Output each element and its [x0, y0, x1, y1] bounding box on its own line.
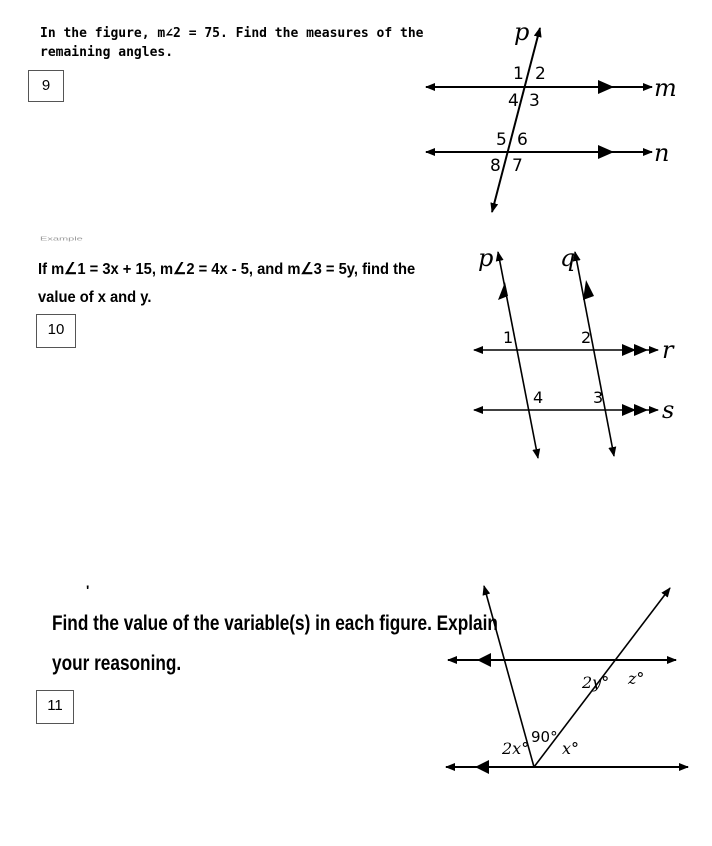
- angle-8-label: 8: [490, 156, 501, 176]
- angle-2x-label: 2x°: [502, 739, 530, 758]
- label-p-10: p: [478, 244, 494, 272]
- angle-3-label-10: 3: [593, 388, 604, 407]
- problem-10-line-1: If m∠1 = 3x + 15, m∠2 = 4x - 5, and m∠3 = 5y, find the: [38, 261, 416, 278]
- parallel-mark-n: [598, 145, 614, 159]
- problem-10-number-box: 10: [36, 314, 76, 348]
- faint-example-label: Example: [40, 236, 83, 242]
- angle-x-label: x°: [562, 739, 580, 758]
- stray-tick-mark: ': [86, 582, 90, 598]
- parallel-mark-r-2: [634, 344, 648, 356]
- problem-9-number-box: 9: [28, 70, 64, 102]
- figure-11: [446, 586, 688, 774]
- parallel-mark-m: [598, 80, 614, 94]
- parallel-mark-r-1: [622, 344, 636, 356]
- problem-10-line-2: value of x and y.: [38, 289, 152, 306]
- angle-90-label: 90°: [531, 728, 558, 746]
- problem-11-line-2: your reasoning.: [52, 652, 182, 675]
- label-q-10: q: [560, 244, 576, 272]
- transversal-q-10: [575, 252, 614, 456]
- parallel-mark-s-2: [634, 404, 648, 416]
- angle-1-label-10: 1: [503, 328, 514, 347]
- parallel-mark-lower: [475, 760, 489, 774]
- problem-9-line-2: remaining angles.: [40, 45, 174, 60]
- problem-11-line-1: Find the value of the variable(s) in each figure. Explain: [52, 612, 498, 635]
- angle-4-label-10: 4: [533, 388, 544, 407]
- angle-4-label: 4: [508, 91, 519, 111]
- angle-3-label: 3: [529, 91, 540, 111]
- label-m: m: [654, 74, 677, 102]
- problem-11-number-box: 11: [36, 690, 74, 724]
- label-s: s: [662, 396, 675, 424]
- parallel-mark-s-1: [622, 404, 636, 416]
- label-p: p: [514, 18, 530, 46]
- parallel-mark-upper: [477, 653, 491, 667]
- angle-2-label-10: 2: [581, 328, 592, 347]
- label-n: n: [654, 139, 670, 167]
- parallel-mark-q: [583, 280, 594, 300]
- figure-10: [474, 244, 675, 458]
- angle-7-label: 7: [512, 156, 523, 176]
- angle-2-label: 2: [535, 64, 546, 84]
- transversal-p: [492, 28, 540, 212]
- angle-2y-label: 2y°: [582, 673, 610, 692]
- label-r: r: [662, 336, 674, 364]
- angle-5-label: 5: [496, 130, 507, 150]
- angle-z-label: z°: [628, 669, 645, 688]
- problem-9-line-1: In the figure, m∠2 = 75. Find the measures of the: [40, 26, 424, 41]
- angle-1-label: 1: [513, 64, 524, 84]
- transversal-p-10: [498, 252, 538, 458]
- angle-6-label: 6: [517, 130, 528, 150]
- figure-9: [426, 18, 677, 212]
